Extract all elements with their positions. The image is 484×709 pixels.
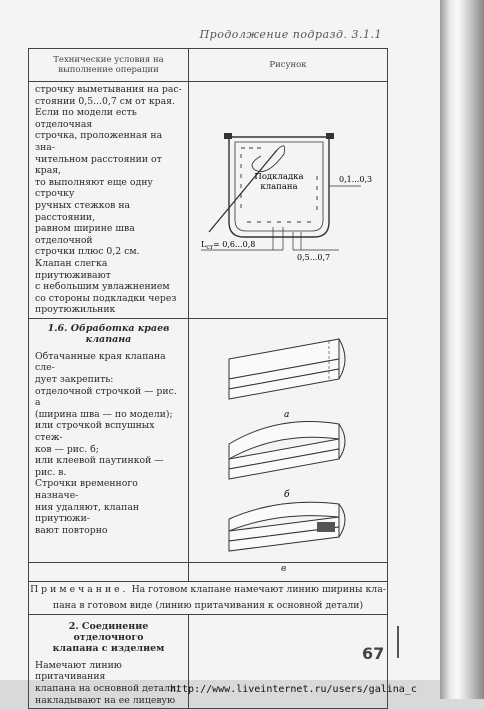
text-line: клапана на основной детали, <box>35 683 180 695</box>
flap-lining-figure <box>189 82 387 262</box>
text-line: строчка, проложенная на зна- <box>35 130 163 153</box>
text-line: ния удаляют, клапан приутюжи- <box>35 501 140 525</box>
figure-c <box>229 502 345 551</box>
text-line: строчки плюс 0,2 см. <box>35 246 140 258</box>
text-line: Намечают линию притачивания <box>35 659 122 683</box>
section16-text <box>29 349 188 539</box>
text-line: отделочной строчкой — рис. а <box>35 385 177 409</box>
text-line: Обтачанные края клапана сле- <box>35 350 166 374</box>
flap-corner-mark <box>224 133 232 139</box>
text-line: Строчки временного назначе- <box>35 478 138 501</box>
table-header-row <box>29 49 388 82</box>
figure-a-label: а <box>284 409 290 420</box>
text-line: или строчкой вспушных стеж- <box>35 420 155 444</box>
figure-c-label: в <box>281 563 287 574</box>
source-url[interactable]: http://www.liveinternet.ru/users/galina_c <box>170 684 417 695</box>
section2-title: 2. Соединение отделочного клапана с изделием <box>52 620 165 654</box>
section16-title: 1.6. Обработка краев клапана <box>47 322 170 345</box>
dim-left-label: $L_{ст}= 0,6...0,8$ <box>201 240 256 251</box>
text-line: Если по модели есть отделочная <box>35 107 137 130</box>
text-line: равном ширине шва отделочной <box>35 223 135 246</box>
text-line: Клапан слегка приутюживают <box>35 257 111 281</box>
edge-finishing-figures <box>189 319 387 559</box>
col-conditions-header: Технические условия на выполнение операции <box>29 49 189 82</box>
book-spine <box>440 0 484 699</box>
text-line: (ширина шва — по модели); <box>35 408 173 420</box>
table-row <box>29 562 388 581</box>
table-row <box>29 82 388 319</box>
text-line: стоянии 0,5...0,7 см от края. <box>35 95 175 107</box>
text-line: дует закрепить: <box>35 374 114 386</box>
glue-web-mark <box>317 522 335 532</box>
dim-bottom-label: 0,5...0,7 <box>297 253 331 262</box>
table-row <box>29 581 388 614</box>
flap-corner-mark <box>326 133 334 139</box>
text-line: со стороны подкладки через <box>35 292 177 304</box>
text-line: проутюжильник <box>35 304 116 316</box>
text-line: рис. в. <box>35 466 67 478</box>
note-text: пана в готовом виде (линию притачивания к основной детали) <box>52 599 364 611</box>
text-line: ручных стежков на расстоянии, <box>35 199 131 223</box>
section2-text <box>29 658 188 708</box>
page-number-bar <box>397 626 399 658</box>
text-line: ков — рис. б; <box>35 443 99 455</box>
lining-label: Подкладка <box>254 172 304 182</box>
figure-a <box>229 339 345 420</box>
row1-figure-cell <box>189 82 388 319</box>
figure-b-label: б <box>284 489 290 500</box>
row1-text <box>29 82 188 318</box>
col-figure-header: Рисунок <box>189 49 388 82</box>
section2-text-cell <box>29 614 189 708</box>
page-header: Продолжение подразд. 3.1.1 <box>199 28 382 41</box>
text-line: вают повторно <box>35 524 108 536</box>
dim-right-label: 0,1...0,3 <box>339 175 373 184</box>
note-text: На готовом клапане намечают линию ширины кла- <box>131 583 386 595</box>
section16-figure-cell <box>189 318 388 562</box>
text-line: чительном расстоянии от края, <box>35 153 162 177</box>
text-line: накладывают на ее лицевую <box>35 694 176 706</box>
table-row <box>29 318 388 562</box>
note-word: Примечание. <box>30 583 129 595</box>
note-cell <box>29 581 388 614</box>
text-line: с небольшим увлажнением <box>35 281 170 293</box>
page-number: 67 <box>362 644 385 663</box>
text-line: строчку выметывания на рас- <box>35 84 182 95</box>
section16-text-cell <box>29 318 189 562</box>
text-line: то выполняют еще одну строчку <box>35 176 153 200</box>
lining-label: клапана <box>260 182 298 192</box>
thread-icon <box>252 146 285 172</box>
operations-table <box>28 48 388 709</box>
row1-text-cell <box>29 82 189 319</box>
figure-b <box>229 421 345 500</box>
text-line: или клеевой паутинкой — <box>35 455 164 467</box>
